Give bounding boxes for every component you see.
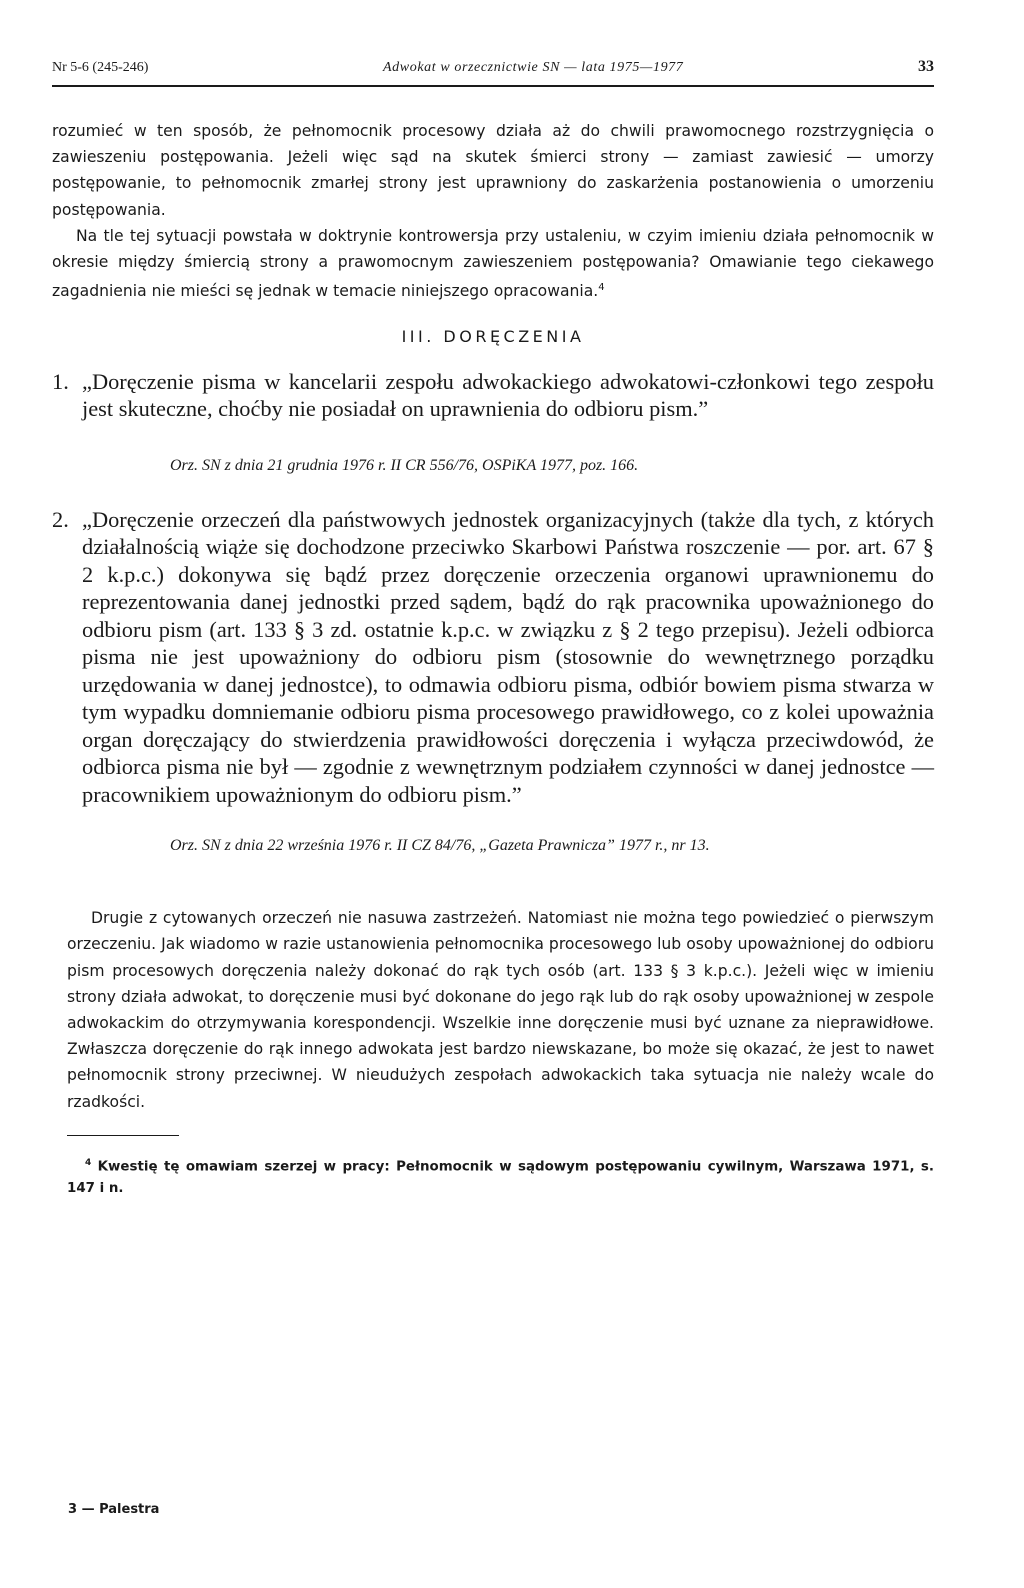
section-title: III. DORĘCZENIA (401, 326, 585, 346)
footnote-text: Kwestię tę omawiam szerzej w pracy: Pełnomocnik w sądowym postępowaniu cywilnym, Warszawa 1971, s. 147 i n. (67, 1159, 934, 1197)
ruling-citation: Orz. SN z dnia 21 grudnia 1976 r. II CR 556/76, OSPiKA 1977, poz. 166. (170, 456, 639, 474)
footnote-divider (67, 1135, 179, 1136)
ruling-citation: Orz. SN z dnia 22 września 1976 r. II CZ 84/76, „Gazeta Prawnicza” 1977 r., nr 13. (170, 837, 710, 855)
intro-paragraph-1: rozumieć w ten sposób, że pełnomocnik procesowy działa aż do chwili prawomocnego rozstrzygnięcia o zawieszeniu postępowania. Jeżeli więc sąd na skutek śmierci strony — zamiast zawiesić — umorzy postępowanie, to pełnomocnik zmarłej strony jest uprawniony do zaskarżenia postanowienia o umorzeniu postępowania. (52, 122, 934, 219)
ruling-number: 1. (52, 368, 69, 394)
commentary-paragraph: Drugie z cytowanych orzeczeń nie nasuwa zastrzeżeń. Natomiast nie można tego powiedzieć o pierwszym orzeczeniu. Jak wiadomo w razie ustanowienia pełnomocnika procesowego lub osoby upoważnionej do odbioru pism procesowych doręczenia należy dokonać do rąk tych osób (art. 133 § 3 k.p.c.). Jeżeli więc w imieniu strony działa adwokat, to doręczenie musi być dokonane do jego rąk lub do rąk osoby upoważnionej w zespole adwokackim do otrzymywania korespondencji. Wszelkie inne doręczenie musi być uznane za nieprawidłowe. Zwłaszcza doręczenie do rąk innego adwokata jest bardzo niewskazane, bo może się okazać, że jest to nawet pełnomocnik strony przeciwnej. W nieudużych zespołach adwokackich taka sytuacja nie należy wcale do rzadkości. (67, 909, 934, 1111)
ruling-text: „Doręczenie orzeczeń dla państwowych jednostek organizacyjnych (także dla tych, z których działalnością wiąże się dochodzone przeciwko Skarbowi Państwa roszczenie — por. art. 67 § 2 k.p.c.) dokonywa się bądź przez doręczenie orzeczenia organowi uprawnionemu do reprezentowania danej jednostki przed sądem, bądź do rąk pracownika upoważnionego do odbioru pism (art. 133 § 3 zd. ostatnie k.p.c. w związku z § 2 tego przepisu). Jeżeli odbiorca pisma nie jest upoważniony do odbioru pism (stosownie do wewnętrznego porządku urzędowania w danej jednostce), to odmawia odbioru pisma, odbiór bowiem pisma stwarza w tym wypadku domniemanie odbioru pisma procesowego prawidłowego, co z kolei upoważnia organ doręczający do stwierdzenia prawidłowości doręczenia i wyłącza przeciwdowód, że odbiorca pisma nie był — zgodnie z wewnętrznym podziałem czynności w danej jednostce — pracownikiem upoważnionym do odbioru pism.” (82, 506, 934, 807)
document-page (52, 58, 934, 1200)
intro-paragraph-2-text: Na tle tej sytuacji powstała w doktrynie kontrowersja przy ustaleniu, w czyim imieniu działa pełnomocnik w okresie między śmiercią strony a prawomocnym zawieszeniem postępowania? Omawianie tego ciekawego zagadnienia nie mieści sę jednak w temacie niniejszego opracowania. (52, 226, 934, 301)
footnote (67, 1152, 934, 1200)
ruling-2 (52, 506, 934, 809)
ruling-1 (52, 368, 934, 423)
page-number: 33 (918, 58, 934, 75)
footnote-marker: 4 (85, 1157, 92, 1168)
ruling-text: „Doręczenie pisma w kancelarii zespołu adwokackiego adwokatowi-członkowi tego zespołu jest skuteczne, choćby nie posiadał on uprawnienia do odbioru pism.” (82, 368, 934, 422)
running-header (52, 58, 934, 87)
footnote-reference: 4 (598, 282, 605, 294)
printer-mark: 3 — Palestra (68, 1502, 160, 1517)
issue-number: Nr 5-6 (245-246) (52, 60, 149, 75)
intro-paragraph-2 (52, 223, 934, 305)
ruling-number: 2. (52, 506, 69, 532)
journal-title: Adwokat w orzecznictwie SN — lata 1975—1977 (383, 60, 684, 75)
